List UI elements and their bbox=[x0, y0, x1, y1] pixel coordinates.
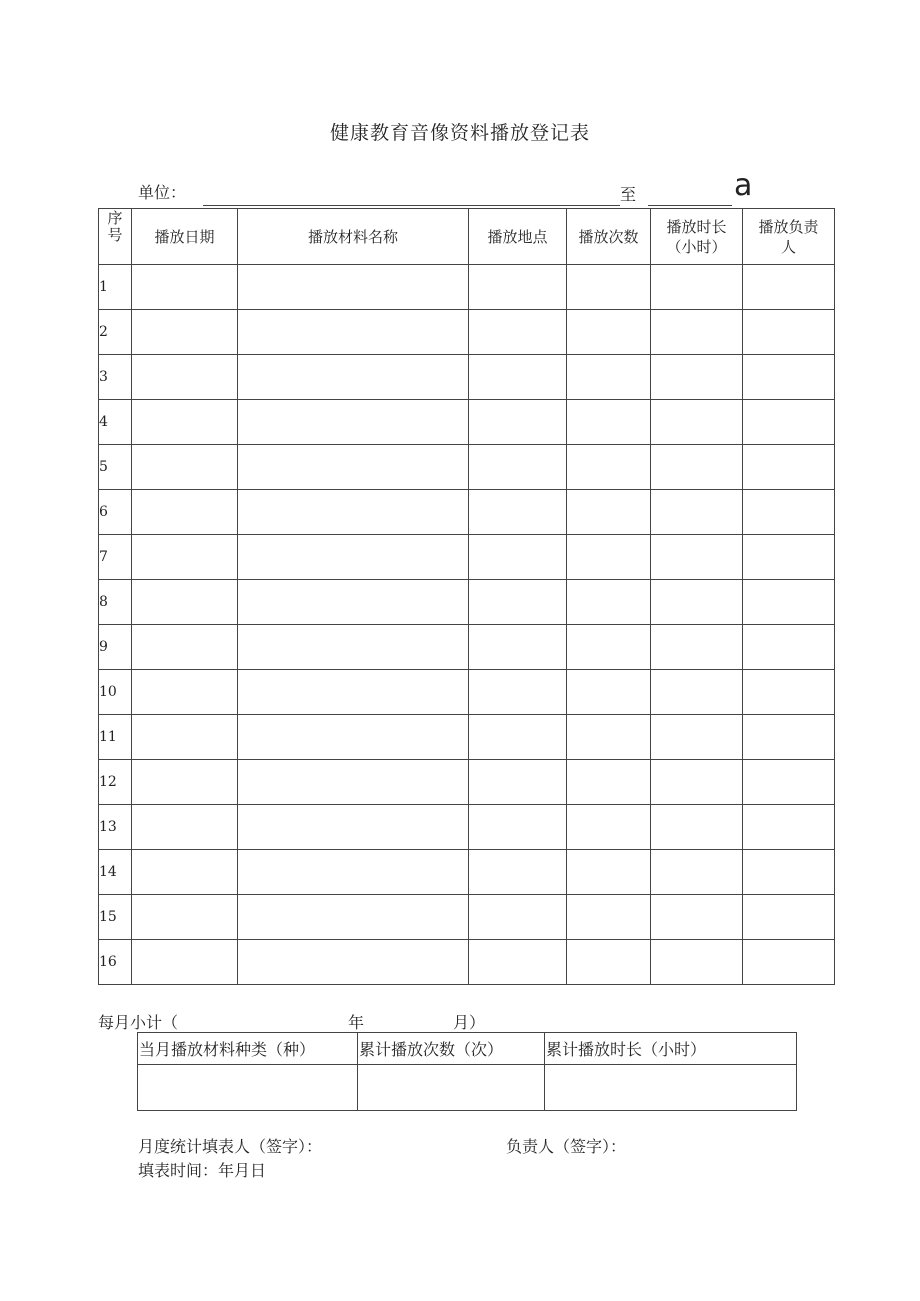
date-cell[interactable] bbox=[132, 355, 238, 400]
header-date: 播放日期 bbox=[132, 209, 238, 265]
header-duration-line-2: （小时） bbox=[666, 237, 727, 256]
date-cell[interactable] bbox=[132, 895, 238, 940]
place-cell[interactable] bbox=[469, 715, 567, 760]
material-cell[interactable] bbox=[238, 670, 469, 715]
summary-types-cell[interactable] bbox=[138, 1065, 358, 1111]
form-title: 健康教育音像资料播放登记表 bbox=[329, 122, 590, 144]
material-cell[interactable] bbox=[238, 490, 469, 535]
header-duration bbox=[651, 209, 743, 265]
material-cell[interactable] bbox=[238, 895, 469, 940]
duration-cell[interactable] bbox=[651, 715, 743, 760]
count-cell[interactable] bbox=[567, 580, 651, 625]
person-cell[interactable] bbox=[743, 355, 835, 400]
row-number: 2 bbox=[99, 310, 132, 355]
material-cell[interactable] bbox=[238, 355, 469, 400]
count-cell[interactable] bbox=[567, 310, 651, 355]
summary-header-duration: 累计播放时长（小时） bbox=[545, 1033, 797, 1065]
count-cell[interactable] bbox=[567, 895, 651, 940]
duration-cell[interactable] bbox=[651, 940, 743, 985]
unit-label: 单位： bbox=[138, 183, 187, 202]
material-cell[interactable] bbox=[238, 310, 469, 355]
date-cell[interactable] bbox=[132, 490, 238, 535]
duration-cell[interactable] bbox=[651, 445, 743, 490]
subtotal-month-label: 月） bbox=[453, 1013, 486, 1032]
place-cell[interactable] bbox=[469, 355, 567, 400]
date-cell[interactable] bbox=[132, 445, 238, 490]
date-cell[interactable] bbox=[132, 310, 238, 355]
material-cell[interactable] bbox=[238, 535, 469, 580]
count-cell[interactable] bbox=[567, 265, 651, 310]
row-number: 15 bbox=[99, 895, 132, 940]
table-row bbox=[99, 535, 835, 580]
date-cell[interactable] bbox=[132, 715, 238, 760]
table-row bbox=[99, 400, 835, 445]
table-row bbox=[99, 940, 835, 985]
date-cell[interactable] bbox=[132, 670, 238, 715]
count-cell[interactable] bbox=[567, 850, 651, 895]
material-cell[interactable] bbox=[238, 760, 469, 805]
header-person-line-2: 人 bbox=[780, 237, 796, 256]
material-cell[interactable] bbox=[238, 805, 469, 850]
duration-cell[interactable] bbox=[651, 625, 743, 670]
count-cell[interactable] bbox=[567, 490, 651, 535]
header-person bbox=[743, 209, 835, 265]
date-cell[interactable] bbox=[132, 940, 238, 985]
row-number: 11 bbox=[99, 715, 132, 760]
duration-cell[interactable] bbox=[651, 670, 743, 715]
date-cell[interactable] bbox=[132, 850, 238, 895]
row-number: 8 bbox=[99, 580, 132, 625]
table-row bbox=[99, 760, 835, 805]
date-cell[interactable] bbox=[132, 535, 238, 580]
row-number: 10 bbox=[99, 670, 132, 715]
table-row bbox=[99, 355, 835, 400]
person-cell[interactable] bbox=[743, 310, 835, 355]
count-cell[interactable] bbox=[567, 760, 651, 805]
person-cell[interactable] bbox=[743, 445, 835, 490]
duration-cell[interactable] bbox=[651, 895, 743, 940]
table-row bbox=[99, 895, 835, 940]
header-seq-line-2: 号 bbox=[107, 226, 123, 244]
material-cell[interactable] bbox=[238, 715, 469, 760]
person-cell[interactable] bbox=[743, 715, 835, 760]
person-cell[interactable] bbox=[743, 580, 835, 625]
person-cell[interactable] bbox=[743, 850, 835, 895]
duration-cell[interactable] bbox=[651, 355, 743, 400]
place-cell[interactable] bbox=[469, 895, 567, 940]
header-place: 播放地点 bbox=[469, 209, 567, 265]
row-number: 16 bbox=[99, 940, 132, 985]
header-seq bbox=[99, 209, 132, 265]
table-row bbox=[99, 805, 835, 850]
subtotal-label: 每月小计（ bbox=[98, 1013, 179, 1032]
table-row bbox=[99, 715, 835, 760]
count-cell[interactable] bbox=[567, 535, 651, 580]
count-cell[interactable] bbox=[567, 940, 651, 985]
person-cell[interactable] bbox=[743, 535, 835, 580]
count-cell[interactable] bbox=[567, 400, 651, 445]
responsible-signature-label: 负责人（签字）： bbox=[506, 1137, 627, 1156]
playback-register-table bbox=[98, 208, 835, 985]
duration-cell[interactable] bbox=[651, 535, 743, 580]
row-number: 9 bbox=[99, 625, 132, 670]
summary-input-row bbox=[138, 1065, 797, 1111]
duration-cell[interactable] bbox=[651, 490, 743, 535]
material-cell[interactable] bbox=[238, 400, 469, 445]
person-cell[interactable] bbox=[743, 670, 835, 715]
person-cell[interactable] bbox=[743, 940, 835, 985]
count-cell[interactable] bbox=[567, 625, 651, 670]
duration-cell[interactable] bbox=[651, 400, 743, 445]
row-number: 4 bbox=[99, 400, 132, 445]
count-cell[interactable] bbox=[567, 355, 651, 400]
to-label: 至 bbox=[620, 185, 637, 204]
person-cell[interactable] bbox=[743, 400, 835, 445]
place-cell[interactable] bbox=[469, 445, 567, 490]
material-cell[interactable] bbox=[238, 265, 469, 310]
table-row bbox=[99, 310, 835, 355]
date-cell[interactable] bbox=[132, 760, 238, 805]
summary-header-types: 当月播放材料种类（种） bbox=[138, 1033, 358, 1065]
place-cell[interactable] bbox=[469, 400, 567, 445]
count-cell[interactable] bbox=[567, 805, 651, 850]
table-row bbox=[99, 850, 835, 895]
date-cell[interactable] bbox=[132, 805, 238, 850]
place-cell[interactable] bbox=[469, 850, 567, 895]
subtotal-year-label: 年 bbox=[348, 1013, 365, 1032]
table-row bbox=[99, 490, 835, 535]
place-cell[interactable] bbox=[469, 310, 567, 355]
place-cell[interactable] bbox=[469, 760, 567, 805]
material-cell[interactable] bbox=[238, 940, 469, 985]
date-cell[interactable] bbox=[132, 400, 238, 445]
table-row bbox=[99, 445, 835, 490]
place-cell[interactable] bbox=[469, 625, 567, 670]
person-cell[interactable] bbox=[743, 265, 835, 310]
stray-character: a bbox=[734, 168, 753, 203]
summary-duration-cell[interactable] bbox=[545, 1065, 797, 1111]
material-cell[interactable] bbox=[238, 850, 469, 895]
count-cell[interactable] bbox=[567, 670, 651, 715]
row-number: 7 bbox=[99, 535, 132, 580]
table-row bbox=[99, 625, 835, 670]
count-cell[interactable] bbox=[567, 715, 651, 760]
summary-count-cell[interactable] bbox=[358, 1065, 545, 1111]
row-number: 6 bbox=[99, 490, 132, 535]
duration-cell[interactable] bbox=[651, 850, 743, 895]
summary-header-row bbox=[138, 1033, 797, 1065]
header-duration-line-1: 播放时长 bbox=[666, 217, 727, 236]
table-row bbox=[99, 580, 835, 625]
material-cell[interactable] bbox=[238, 580, 469, 625]
duration-cell[interactable] bbox=[651, 310, 743, 355]
count-cell[interactable] bbox=[567, 445, 651, 490]
header-material: 播放材料名称 bbox=[238, 209, 469, 265]
place-cell[interactable] bbox=[469, 940, 567, 985]
row-number: 1 bbox=[99, 265, 132, 310]
person-cell[interactable] bbox=[743, 760, 835, 805]
table-row bbox=[99, 670, 835, 715]
fill-time-label: 填表时间：年月日 bbox=[138, 1161, 267, 1180]
duration-cell[interactable] bbox=[651, 265, 743, 310]
table-row bbox=[99, 265, 835, 310]
date-cell[interactable] bbox=[132, 265, 238, 310]
row-number: 12 bbox=[99, 760, 132, 805]
duration-cell[interactable] bbox=[651, 760, 743, 805]
date-to-field-line[interactable] bbox=[648, 205, 732, 206]
date-cell[interactable] bbox=[132, 625, 238, 670]
person-cell[interactable] bbox=[743, 625, 835, 670]
header-person-line-1: 播放负责 bbox=[758, 217, 819, 236]
place-cell[interactable] bbox=[469, 580, 567, 625]
duration-cell[interactable] bbox=[651, 805, 743, 850]
place-cell[interactable] bbox=[469, 670, 567, 715]
place-cell[interactable] bbox=[469, 805, 567, 850]
row-number: 14 bbox=[99, 850, 132, 895]
row-number: 13 bbox=[99, 805, 132, 850]
header-seq-line-1: 序 bbox=[107, 209, 123, 227]
monthly-summary-table bbox=[137, 1032, 797, 1111]
duration-cell[interactable] bbox=[651, 580, 743, 625]
place-cell[interactable] bbox=[469, 535, 567, 580]
unit-field-line[interactable] bbox=[203, 205, 620, 206]
header-count: 播放次数 bbox=[567, 209, 651, 265]
person-cell[interactable] bbox=[743, 805, 835, 850]
person-cell[interactable] bbox=[743, 895, 835, 940]
material-cell[interactable] bbox=[238, 445, 469, 490]
place-cell[interactable] bbox=[469, 490, 567, 535]
row-number: 3 bbox=[99, 355, 132, 400]
filler-signature-label: 月度统计填表人（签字）： bbox=[138, 1137, 323, 1156]
summary-header-count: 累计播放次数（次） bbox=[358, 1033, 545, 1065]
row-number: 5 bbox=[99, 445, 132, 490]
place-cell[interactable] bbox=[469, 265, 567, 310]
table-header-row bbox=[99, 209, 835, 265]
material-cell[interactable] bbox=[238, 625, 469, 670]
person-cell[interactable] bbox=[743, 490, 835, 535]
date-cell[interactable] bbox=[132, 580, 238, 625]
